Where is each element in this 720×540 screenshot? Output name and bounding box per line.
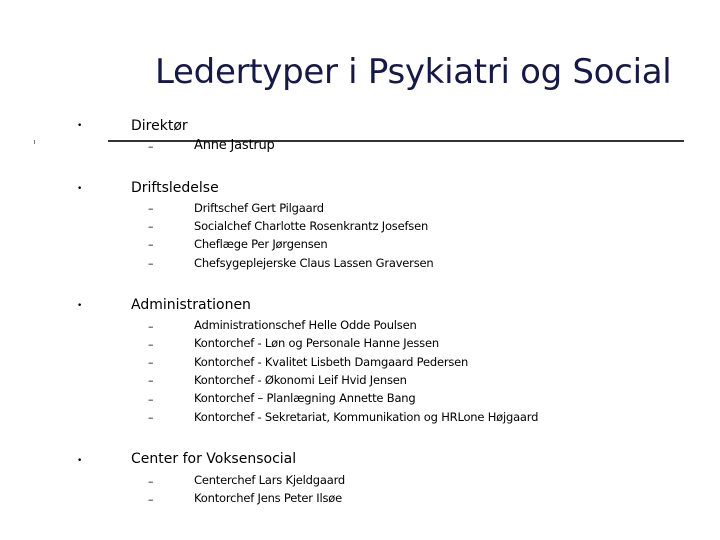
- list-item: Kontorchef - Kvalitet Lisbeth Damgaard Pedersen: [194, 355, 469, 369]
- dash-icon: –: [148, 411, 154, 424]
- list-item: Kontorchef – Planlægning Annette Bang: [194, 391, 416, 405]
- dash-icon: –: [148, 356, 154, 369]
- dash-icon: –: [148, 202, 154, 215]
- list-item: Administrationschef Helle Odde Poulsen: [194, 318, 417, 332]
- dash-icon: –: [148, 320, 154, 333]
- dash-icon: –: [148, 393, 154, 406]
- list-item: Kontorchef - Økonomi Leif Hvid Jensen: [194, 373, 407, 387]
- bullet-icon: •: [77, 121, 83, 131]
- dash-icon: –: [148, 220, 154, 233]
- section-heading-administrationen: Administrationen: [131, 297, 251, 313]
- list-item: Anne Jastrup: [194, 138, 275, 153]
- list-item: Cheflæge Per Jørgensen: [194, 237, 328, 251]
- section-heading-center-for-voksensocial: Center for Voksensocial: [131, 451, 297, 467]
- list-item: Kontorchef - Sekretariat, Kommunikation og HRLone Højgaard: [194, 410, 539, 424]
- list-item: Driftschef Gert Pilgaard: [194, 201, 324, 215]
- list-item: Chefsygeplejerske Claus Lassen Graversen: [194, 256, 434, 270]
- bullet-icon: •: [77, 301, 83, 311]
- dash-icon: –: [148, 338, 154, 351]
- margin-tick: [34, 140, 35, 144]
- section-heading-direktor: Direktør: [131, 118, 188, 134]
- dash-icon: –: [148, 257, 154, 270]
- dash-icon: –: [148, 140, 154, 153]
- list-item: Kontorchef - Løn og Personale Hanne Jessen: [194, 336, 439, 350]
- list-item: Centerchef Lars Kjeldgaard: [194, 473, 345, 487]
- section-heading-driftsledelse: Driftsledelse: [131, 180, 219, 196]
- bullet-icon: •: [77, 184, 83, 194]
- list-item: Kontorchef Jens Peter Ilsøe: [194, 491, 342, 505]
- dash-icon: –: [148, 493, 154, 506]
- list-item: Socialchef Charlotte Rosenkrantz Josefsen: [194, 219, 429, 233]
- slide-title: Ledertyper i Psykiatri og Social: [155, 52, 672, 92]
- dash-icon: –: [148, 374, 154, 387]
- bullet-icon: •: [77, 456, 83, 466]
- dash-icon: –: [148, 238, 154, 251]
- dash-icon: –: [148, 475, 154, 488]
